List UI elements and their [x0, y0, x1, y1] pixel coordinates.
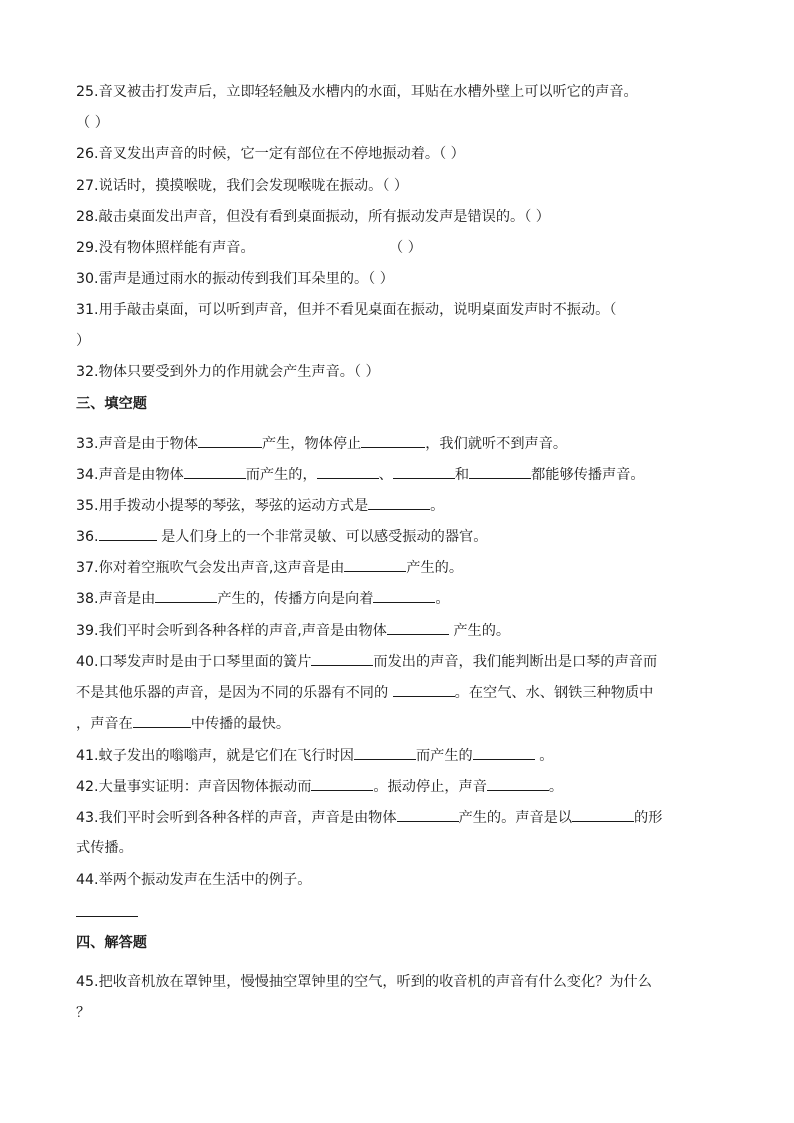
answer-blank[interactable] [387, 620, 449, 635]
text: 产生的。 [406, 560, 464, 576]
text: 而发出的声音，我们能判断出是口琴的声音而 [373, 654, 658, 670]
text: 都能够传播声音。 [531, 467, 645, 483]
text: 产生的，传播方向是向着 [217, 591, 374, 607]
question-31-line-1: 31.用手敲击桌面，可以听到声音，但并不看见桌面在振动，说明桌面发声时不振动。（ [76, 302, 617, 318]
answer-blank[interactable] [99, 526, 157, 541]
text: ，我们就听不到声音。 [425, 436, 568, 452]
question-35 [76, 495, 444, 516]
text: 而产生的， [245, 467, 317, 483]
question-26: 26.音叉发出声音的时候，它一定有部位在不停地振动着。（ ） [76, 146, 465, 162]
question-43-line-2: 式传播。 [76, 840, 133, 856]
question-25-line-2: （ ） [76, 115, 109, 131]
text: 。 [435, 591, 450, 607]
question-40-line-1 [76, 651, 657, 672]
text: 43.我们平时会听到各种各样的声音，声音是由物体 [76, 810, 397, 826]
question-40-line-3 [76, 713, 290, 734]
question-43-line-1 [76, 807, 662, 828]
text: 。 [548, 779, 564, 795]
question-28: 28.敲击桌面发出声音，但没有看到桌面振动，所有振动发声是错误的。（ ） [76, 209, 550, 225]
answer-blank[interactable] [344, 557, 406, 572]
text: 33.声音是由于物体 [76, 436, 198, 452]
answer-blank[interactable] [393, 682, 455, 697]
text: 产生，物体停止 [261, 436, 362, 452]
text: 35.用手拨动小提琴的琴弦，琴弦的运动方式是 [76, 498, 369, 514]
text: 、 [378, 467, 393, 483]
answer-blank[interactable] [311, 651, 373, 666]
text: 38.声音是由 [76, 591, 156, 607]
text: 36. [76, 529, 99, 545]
answer-blank[interactable] [198, 433, 262, 448]
answer-blank[interactable] [373, 588, 435, 603]
section-3-title: 三、填空题 [76, 396, 147, 412]
question-31-line-2: ） [76, 333, 91, 349]
text: 。在空气、水、钢铁三种物质中 [454, 685, 654, 701]
question-41 [76, 745, 553, 766]
answer-blank[interactable] [361, 433, 425, 448]
answer-blank[interactable] [155, 588, 217, 603]
answer-blank[interactable] [469, 464, 531, 479]
answer-blank[interactable] [311, 776, 373, 791]
question-37 [76, 557, 463, 578]
answer-blank[interactable] [572, 807, 634, 822]
text: 产生的。声音是以 [458, 810, 573, 826]
text: 。 [534, 748, 554, 764]
question-29-answer-paren: （ ） [389, 240, 422, 256]
text: 。振动停止，声音 [373, 779, 487, 795]
question-45-line-2: ？ [76, 1005, 91, 1021]
question-44-answer-blank[interactable] [76, 902, 138, 917]
question-44: 44.举两个振动发声在生活中的例子。 [76, 872, 312, 888]
answer-blank[interactable] [184, 464, 246, 479]
question-30: 30.雷声是通过雨水的振动传到我们耳朵里的。（ ） [76, 271, 394, 287]
text: 39.我们平时会听到各种各样的声音,声音是由物体 [76, 623, 387, 639]
answer-blank[interactable] [133, 713, 191, 728]
question-25-line-1: 25.音叉被击打发声后，立即轻轻触及水槽内的水面，耳贴在水槽外壁上可以听它的声音。 [76, 84, 638, 100]
question-39 [76, 620, 510, 641]
text: 而产生的 [415, 748, 473, 764]
question-45-line-1: 45.把收音机放在罩钟里，慢慢抽空罩钟里的空气，听到的收音机的声音有什么变化？为什么 [76, 974, 652, 990]
answer-blank[interactable] [354, 745, 416, 760]
text: 是人们身上的一个非常灵敏、可以感受振动的器官。 [156, 529, 488, 545]
question-32: 32.物体只要受到外力的作用就会产生声音。（ ） [76, 364, 380, 380]
question-34 [76, 464, 645, 485]
text: 和 [454, 467, 470, 483]
text: 中传播的最快。 [190, 716, 291, 732]
question-40-line-2 [76, 682, 653, 703]
answer-blank[interactable] [393, 464, 455, 479]
question-29-text: 29.没有物体照样能有声音。 [76, 240, 255, 256]
answer-blank[interactable] [473, 745, 535, 760]
text: 40.口琴发声时是由于口琴里面的簧片 [76, 654, 312, 670]
answer-blank[interactable] [487, 776, 549, 791]
text: 。 [430, 498, 445, 514]
text: ，声音在 [76, 716, 133, 732]
question-29 [76, 238, 422, 258]
question-38 [76, 588, 450, 609]
answer-blank[interactable] [397, 807, 459, 822]
text: 34.声音是由物体 [76, 467, 184, 483]
question-42 [76, 776, 563, 797]
text: 42.大量事实证明：声音因物体振动而 [76, 779, 312, 795]
text: 产生的。 [448, 623, 511, 639]
answer-blank[interactable] [368, 495, 430, 510]
text: 的形 [634, 810, 663, 826]
question-33 [76, 433, 567, 454]
section-4-title: 四、解答题 [76, 935, 147, 951]
text: 37.你对着空瓶吹气会发出声音,这声音是由 [76, 560, 345, 576]
text: 41.蚊子发出的嗡嗡声，就是它们在飞行时因 [76, 748, 354, 764]
text: 不是其他乐器的声音，是因为不同的乐器有不同的 [76, 685, 393, 701]
question-36 [76, 526, 487, 547]
question-27: 27.说话时，摸摸喉咙，我们会发现喉咙在振动。（ ） [76, 178, 409, 194]
answer-blank[interactable] [317, 464, 379, 479]
